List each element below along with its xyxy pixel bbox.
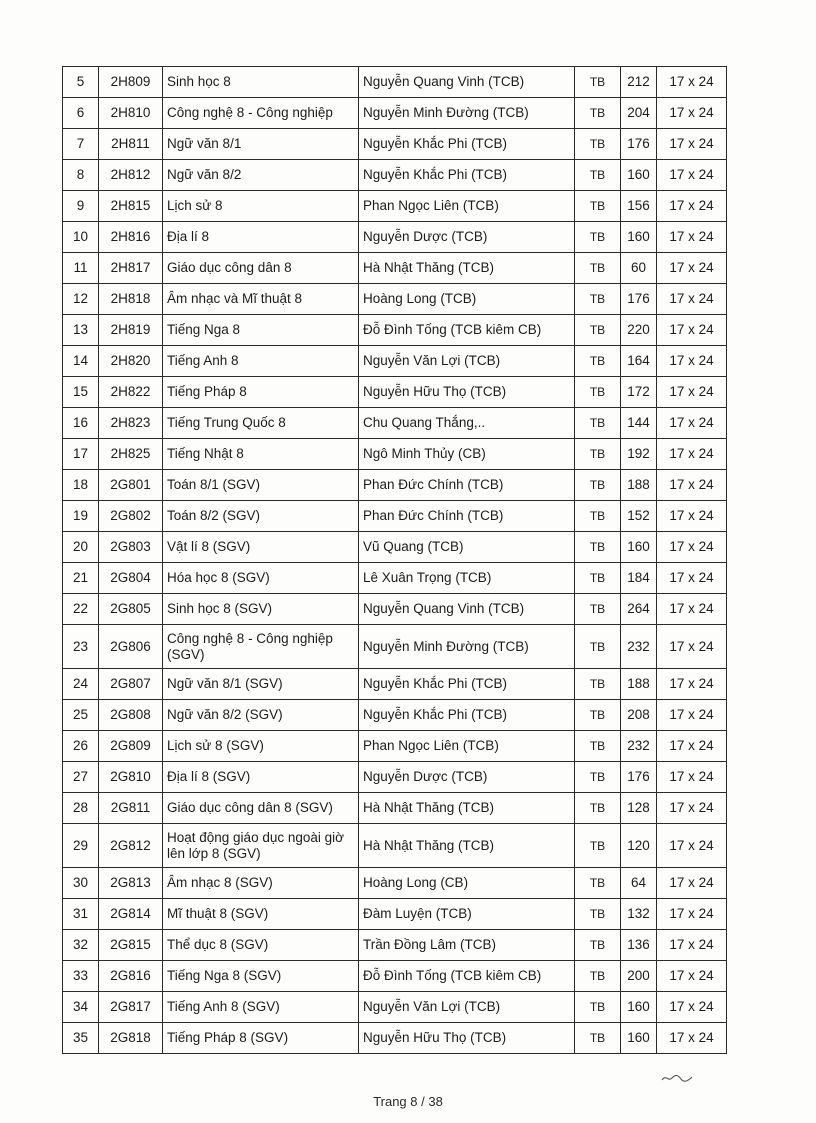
book-author: Vũ Quang (TCB) [359,532,575,563]
book-title: Ngữ văn 8/2 [163,160,359,191]
book-code: 2G811 [99,793,163,824]
book-author: Nguyễn Minh Đường (TCB) [359,98,575,129]
page-count: 136 [621,930,657,961]
book-title: Âm nhạc và Mĩ thuật 8 [163,284,359,315]
book-size: 17 x 24 [657,408,727,439]
row-number: 12 [63,284,99,315]
book-code: 2G812 [99,824,163,868]
table-row [63,992,727,1023]
book-size: 17 x 24 [657,731,727,762]
table-row [63,67,727,98]
page-count: 188 [621,470,657,501]
book-type: TB [575,594,621,625]
book-size: 17 x 24 [657,930,727,961]
table-row [63,625,727,669]
table-row [63,868,727,899]
table-row [63,470,727,501]
book-type: TB [575,793,621,824]
book-author: Đàm Luyện (TCB) [359,899,575,930]
book-type: TB [575,191,621,222]
book-code: 2G805 [99,594,163,625]
page-count: 160 [621,160,657,191]
row-number: 8 [63,160,99,191]
page-count: 208 [621,700,657,731]
book-type: TB [575,1023,621,1054]
book-title: Thể dục 8 (SGV) [163,930,359,961]
book-size: 17 x 24 [657,439,727,470]
page-count: 160 [621,1023,657,1054]
book-title: Toán 8/1 (SGV) [163,470,359,501]
page-count: 120 [621,824,657,868]
table-row [63,961,727,992]
table-row [63,284,727,315]
book-title: Địa lí 8 (SGV) [163,762,359,793]
book-author: Nguyễn Quang Vinh (TCB) [359,67,575,98]
book-type: TB [575,439,621,470]
row-number: 34 [63,992,99,1023]
book-code: 2H825 [99,439,163,470]
book-code: 2G804 [99,563,163,594]
book-code: 2H823 [99,408,163,439]
row-number: 31 [63,899,99,930]
row-number: 35 [63,1023,99,1054]
book-title: Tiếng Nga 8 (SGV) [163,961,359,992]
row-number: 13 [63,315,99,346]
table-row [63,129,727,160]
book-size: 17 x 24 [657,253,727,284]
page-count: 192 [621,439,657,470]
page-count: 184 [621,563,657,594]
page-count: 176 [621,129,657,160]
book-size: 17 x 24 [657,762,727,793]
page-count: 212 [621,67,657,98]
book-author: Hà Nhật Thăng (TCB) [359,253,575,284]
book-type: TB [575,222,621,253]
book-title: Ngữ văn 8/1 [163,129,359,160]
book-author: Lê Xuân Trọng (TCB) [359,563,575,594]
book-size: 17 x 24 [657,992,727,1023]
book-title: Hóa học 8 (SGV) [163,563,359,594]
row-number: 9 [63,191,99,222]
row-number: 27 [63,762,99,793]
book-size: 17 x 24 [657,346,727,377]
page-count: 188 [621,669,657,700]
book-title: Giáo dục công dân 8 [163,253,359,284]
row-number: 28 [63,793,99,824]
table-row [63,439,727,470]
book-author: Hoàng Long (CB) [359,868,575,899]
table-row [63,563,727,594]
row-number: 5 [63,67,99,98]
book-size: 17 x 24 [657,961,727,992]
book-type: TB [575,700,621,731]
row-number: 23 [63,625,99,669]
book-title: Sinh học 8 [163,67,359,98]
book-list-table [62,66,727,1054]
book-type: TB [575,253,621,284]
row-number: 17 [63,439,99,470]
book-type: TB [575,129,621,160]
book-author: Phan Đức Chính (TCB) [359,470,575,501]
book-title: Hoạt động giáo dục ngoài giờ lên lớp 8 (SGV) [163,824,359,868]
book-size: 17 x 24 [657,98,727,129]
page-count: 156 [621,191,657,222]
table-row [63,532,727,563]
book-type: TB [575,731,621,762]
book-size: 17 x 24 [657,868,727,899]
table-row [63,408,727,439]
book-code: 2G808 [99,700,163,731]
book-type: TB [575,899,621,930]
book-title: Ngữ văn 8/1 (SGV) [163,669,359,700]
book-author: Phan Ngọc Liên (TCB) [359,191,575,222]
book-author: Nguyễn Văn Lợi (TCB) [359,992,575,1023]
book-size: 17 x 24 [657,67,727,98]
book-author: Đỗ Đình Tống (TCB kiêm CB) [359,315,575,346]
book-title: Công nghệ 8 - Công nghiệp [163,98,359,129]
book-code: 2G818 [99,1023,163,1054]
book-size: 17 x 24 [657,594,727,625]
book-code: 2G801 [99,470,163,501]
page-count: 60 [621,253,657,284]
row-number: 20 [63,532,99,563]
book-type: TB [575,470,621,501]
book-title: Ngữ văn 8/2 (SGV) [163,700,359,731]
book-title: Sinh học 8 (SGV) [163,594,359,625]
page-count: 232 [621,625,657,669]
book-size: 17 x 24 [657,377,727,408]
book-size: 17 x 24 [657,532,727,563]
book-type: TB [575,563,621,594]
book-size: 17 x 24 [657,899,727,930]
book-code: 2G802 [99,501,163,532]
book-author: Nguyễn Khắc Phi (TCB) [359,669,575,700]
book-code: 2H822 [99,377,163,408]
book-title: Tiếng Nga 8 [163,315,359,346]
book-author: Hà Nhật Thăng (TCB) [359,793,575,824]
row-number: 19 [63,501,99,532]
book-size: 17 x 24 [657,315,727,346]
book-size: 17 x 24 [657,222,727,253]
book-code: 2G809 [99,731,163,762]
table-row [63,160,727,191]
book-author: Nguyễn Quang Vinh (TCB) [359,594,575,625]
page-count: 152 [621,501,657,532]
book-code: 2H809 [99,67,163,98]
book-type: TB [575,669,621,700]
table-row [63,731,727,762]
book-code: 2G814 [99,899,163,930]
book-author: Phan Đức Chính (TCB) [359,501,575,532]
book-code: 2H811 [99,129,163,160]
book-author: Ngô Minh Thủy (CB) [359,439,575,470]
row-number: 6 [63,98,99,129]
book-title: Lịch sử 8 [163,191,359,222]
book-type: TB [575,868,621,899]
row-number: 33 [63,961,99,992]
page-count: 200 [621,961,657,992]
page-count: 160 [621,532,657,563]
book-code: 2H820 [99,346,163,377]
table-row [63,253,727,284]
book-code: 2G816 [99,961,163,992]
row-number: 21 [63,563,99,594]
book-author: Nguyễn Khắc Phi (TCB) [359,129,575,160]
book-author: Nguyễn Dược (TCB) [359,222,575,253]
page-count: 160 [621,222,657,253]
book-title: Tiếng Trung Quốc 8 [163,408,359,439]
table-row [63,222,727,253]
book-size: 17 x 24 [657,563,727,594]
table-row [63,501,727,532]
table-row [63,930,727,961]
row-number: 18 [63,470,99,501]
page-count: 144 [621,408,657,439]
book-title: Toán 8/2 (SGV) [163,501,359,532]
book-code: 2H816 [99,222,163,253]
table-row [63,346,727,377]
book-size: 17 x 24 [657,501,727,532]
book-type: TB [575,532,621,563]
book-type: TB [575,160,621,191]
book-author: Nguyễn Văn Lợi (TCB) [359,346,575,377]
row-number: 10 [63,222,99,253]
book-code: 2H817 [99,253,163,284]
book-author: Nguyễn Khắc Phi (TCB) [359,160,575,191]
page-count: 204 [621,98,657,129]
book-author: Hoàng Long (TCB) [359,284,575,315]
book-title: Tiếng Anh 8 (SGV) [163,992,359,1023]
table-row [63,793,727,824]
page-count: 176 [621,762,657,793]
table-row [63,377,727,408]
row-number: 11 [63,253,99,284]
book-code: 2G803 [99,532,163,563]
page-count: 232 [621,731,657,762]
book-type: TB [575,992,621,1023]
book-author: Hà Nhật Thăng (TCB) [359,824,575,868]
book-code: 2G810 [99,762,163,793]
table-row [63,98,727,129]
book-author: Nguyễn Hữu Thọ (TCB) [359,377,575,408]
page-number: Trang 8 / 38 [373,1094,443,1109]
book-size: 17 x 24 [657,284,727,315]
handwritten-initials [660,1072,694,1084]
book-size: 17 x 24 [657,191,727,222]
table-row [63,669,727,700]
page-count: 164 [621,346,657,377]
table-row [63,899,727,930]
row-number: 25 [63,700,99,731]
book-title: Mĩ thuật 8 (SGV) [163,899,359,930]
book-author: Phan Ngọc Liên (TCB) [359,731,575,762]
row-number: 22 [63,594,99,625]
page-count: 128 [621,793,657,824]
book-title: Giáo dục công dân 8 (SGV) [163,793,359,824]
book-type: TB [575,98,621,129]
book-size: 17 x 24 [657,824,727,868]
book-title: Tiếng Nhật 8 [163,439,359,470]
page-count: 64 [621,868,657,899]
book-title: Vật lí 8 (SGV) [163,532,359,563]
book-size: 17 x 24 [657,700,727,731]
book-author: Nguyễn Hữu Thọ (TCB) [359,1023,575,1054]
book-code: 2H810 [99,98,163,129]
book-size: 17 x 24 [657,160,727,191]
book-code: 2H812 [99,160,163,191]
book-title: Tiếng Pháp 8 [163,377,359,408]
book-title: Tiếng Pháp 8 (SGV) [163,1023,359,1054]
book-code: 2G817 [99,992,163,1023]
book-title: Địa lí 8 [163,222,359,253]
table-row [63,594,727,625]
table-row [63,762,727,793]
book-type: TB [575,824,621,868]
book-size: 17 x 24 [657,669,727,700]
book-type: TB [575,408,621,439]
row-number: 14 [63,346,99,377]
row-number: 29 [63,824,99,868]
book-type: TB [575,346,621,377]
book-type: TB [575,377,621,408]
book-type: TB [575,930,621,961]
table-row [63,1023,727,1054]
page-count: 220 [621,315,657,346]
book-size: 17 x 24 [657,129,727,160]
page-count: 160 [621,992,657,1023]
book-author: Nguyễn Dược (TCB) [359,762,575,793]
book-type: TB [575,961,621,992]
page-count: 132 [621,899,657,930]
book-title: Tiếng Anh 8 [163,346,359,377]
book-type: TB [575,501,621,532]
book-type: TB [575,762,621,793]
book-title: Lịch sử 8 (SGV) [163,731,359,762]
book-title: Công nghệ 8 - Công nghiệp (SGV) [163,625,359,669]
row-number: 26 [63,731,99,762]
book-size: 17 x 24 [657,1023,727,1054]
book-type: TB [575,284,621,315]
row-number: 32 [63,930,99,961]
book-code: 2G807 [99,669,163,700]
book-type: TB [575,625,621,669]
book-code: 2H815 [99,191,163,222]
book-author: Nguyễn Minh Đường (TCB) [359,625,575,669]
row-number: 24 [63,669,99,700]
row-number: 16 [63,408,99,439]
book-code: 2G815 [99,930,163,961]
book-code: 2G813 [99,868,163,899]
book-title: Âm nhạc 8 (SGV) [163,868,359,899]
book-size: 17 x 24 [657,625,727,669]
book-type: TB [575,67,621,98]
book-author: Nguyễn Khắc Phi (TCB) [359,700,575,731]
table-row [63,315,727,346]
row-number: 15 [63,377,99,408]
table-row [63,824,727,868]
page-count: 264 [621,594,657,625]
book-code: 2H819 [99,315,163,346]
table-body [63,67,727,1054]
page-count: 176 [621,284,657,315]
book-size: 17 x 24 [657,470,727,501]
book-author: Chu Quang Thắng,.. [359,408,575,439]
row-number: 7 [63,129,99,160]
book-code: 2H818 [99,284,163,315]
book-code: 2G806 [99,625,163,669]
row-number: 30 [63,868,99,899]
page-count: 172 [621,377,657,408]
book-author: Trần Đồng Lâm (TCB) [359,930,575,961]
book-author: Đỗ Đình Tống (TCB kiêm CB) [359,961,575,992]
table-row [63,700,727,731]
book-type: TB [575,315,621,346]
table-row [63,191,727,222]
book-size: 17 x 24 [657,793,727,824]
